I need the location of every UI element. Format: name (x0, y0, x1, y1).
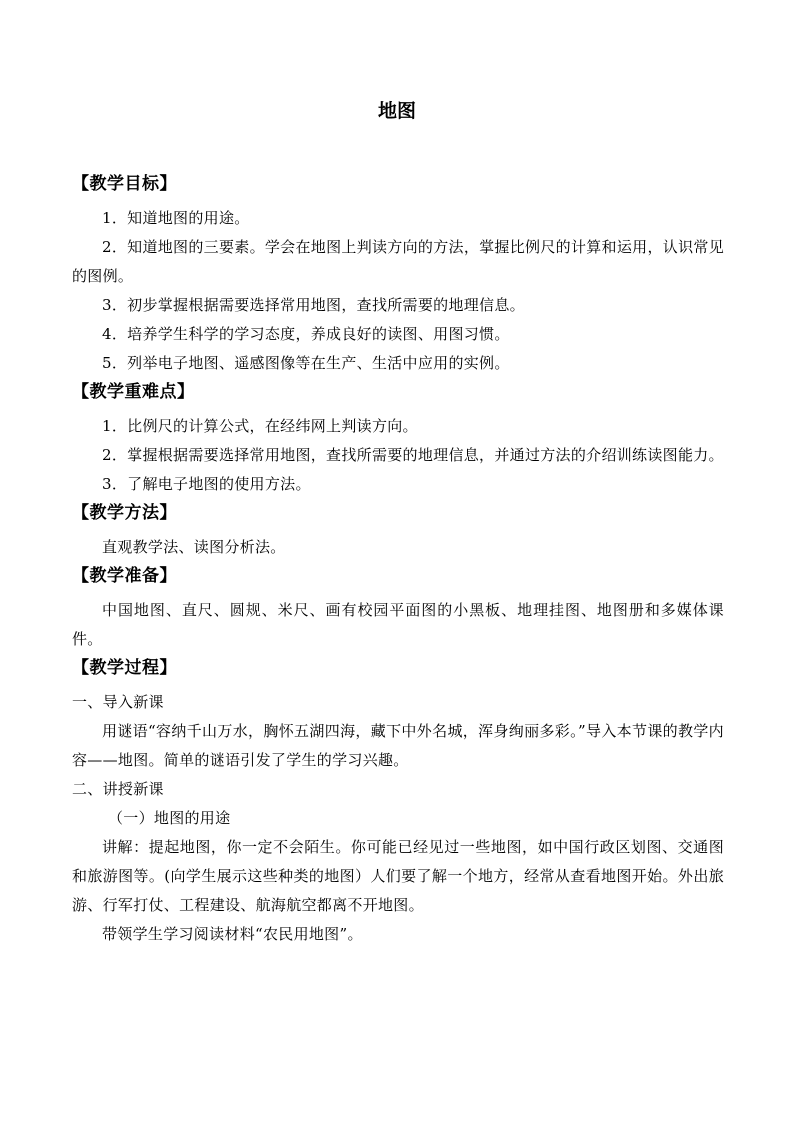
section-heading-preparation: 【教学准备】 (72, 566, 177, 586)
goal-item: 5．列举电子地图、遥感图像等在生产、生活中应用的实例。 (102, 354, 510, 372)
process-subsection-text: 讲解：提起地图，你一定不会陌生。你可能已经见过一些地图，如中国行政区划图、交通图和旅游图等。(向学生展示这些种类的地图）人们要了解一个地方，经常从查看地图开始。外出旅游、行军打仗、工程建设、航海航空都离不开地图。 (72, 838, 724, 914)
process-part-title: 一、导入新课 (72, 693, 164, 711)
section-heading-methods: 【教学方法】 (72, 503, 177, 523)
process-part-title: 二、讲授新课 (72, 780, 164, 798)
key-point-item: 1．比例尺的计算公式，在经纬网上判读方向。 (102, 417, 418, 435)
goal-item: 3．初步掌握根据需要选择常用地图，查找所需要的地理信息。 (102, 296, 525, 314)
methods-text: 直观教学法、读图分析法。 (102, 538, 286, 556)
key-point-item: 3．了解电子地图的使用方法。 (102, 475, 311, 493)
key-point-item: 2．掌握根据需要选择常用地图，查找所需要的地理信息，并通过方法的介绍训练读图能力。 (102, 446, 724, 464)
goal-item: 1．知道地图的用途。 (102, 209, 250, 227)
process-part-text: 用谜语“容纳千山万水，胸怀五湖四海，藏下中外名城，浑身绚丽多彩。”导入本节课的教学内容——地图。简单的谜语引发了学生的学习兴趣。 (72, 722, 724, 769)
section-heading-goals: 【教学目标】 (72, 174, 177, 194)
goal-item: 4．培养学生科学的学习态度，养成良好的读图、用图习惯。 (102, 325, 510, 343)
preparation-text: 中国地图、直尺、圆规、米尺、画有校园平面图的小黑板、地理挂图、地图册和多媒体课件。 (72, 601, 724, 648)
document-body (72, 170, 724, 949)
process-subsection-title: （一）地图的用途 (108, 809, 231, 827)
section-heading-key-points: 【教学重难点】 (72, 382, 195, 402)
process-subsection-text: 带领学生学习阅读材料“农民用地图”。 (102, 925, 363, 943)
document-title: 地图 (377, 100, 416, 122)
section-heading-process: 【教学过程】 (72, 658, 177, 678)
goal-item: 2．知道地图的三要素。学会在地图上判读方向的方法，掌握比例尺的计算和运用，认识常见的图例。 (72, 238, 724, 285)
